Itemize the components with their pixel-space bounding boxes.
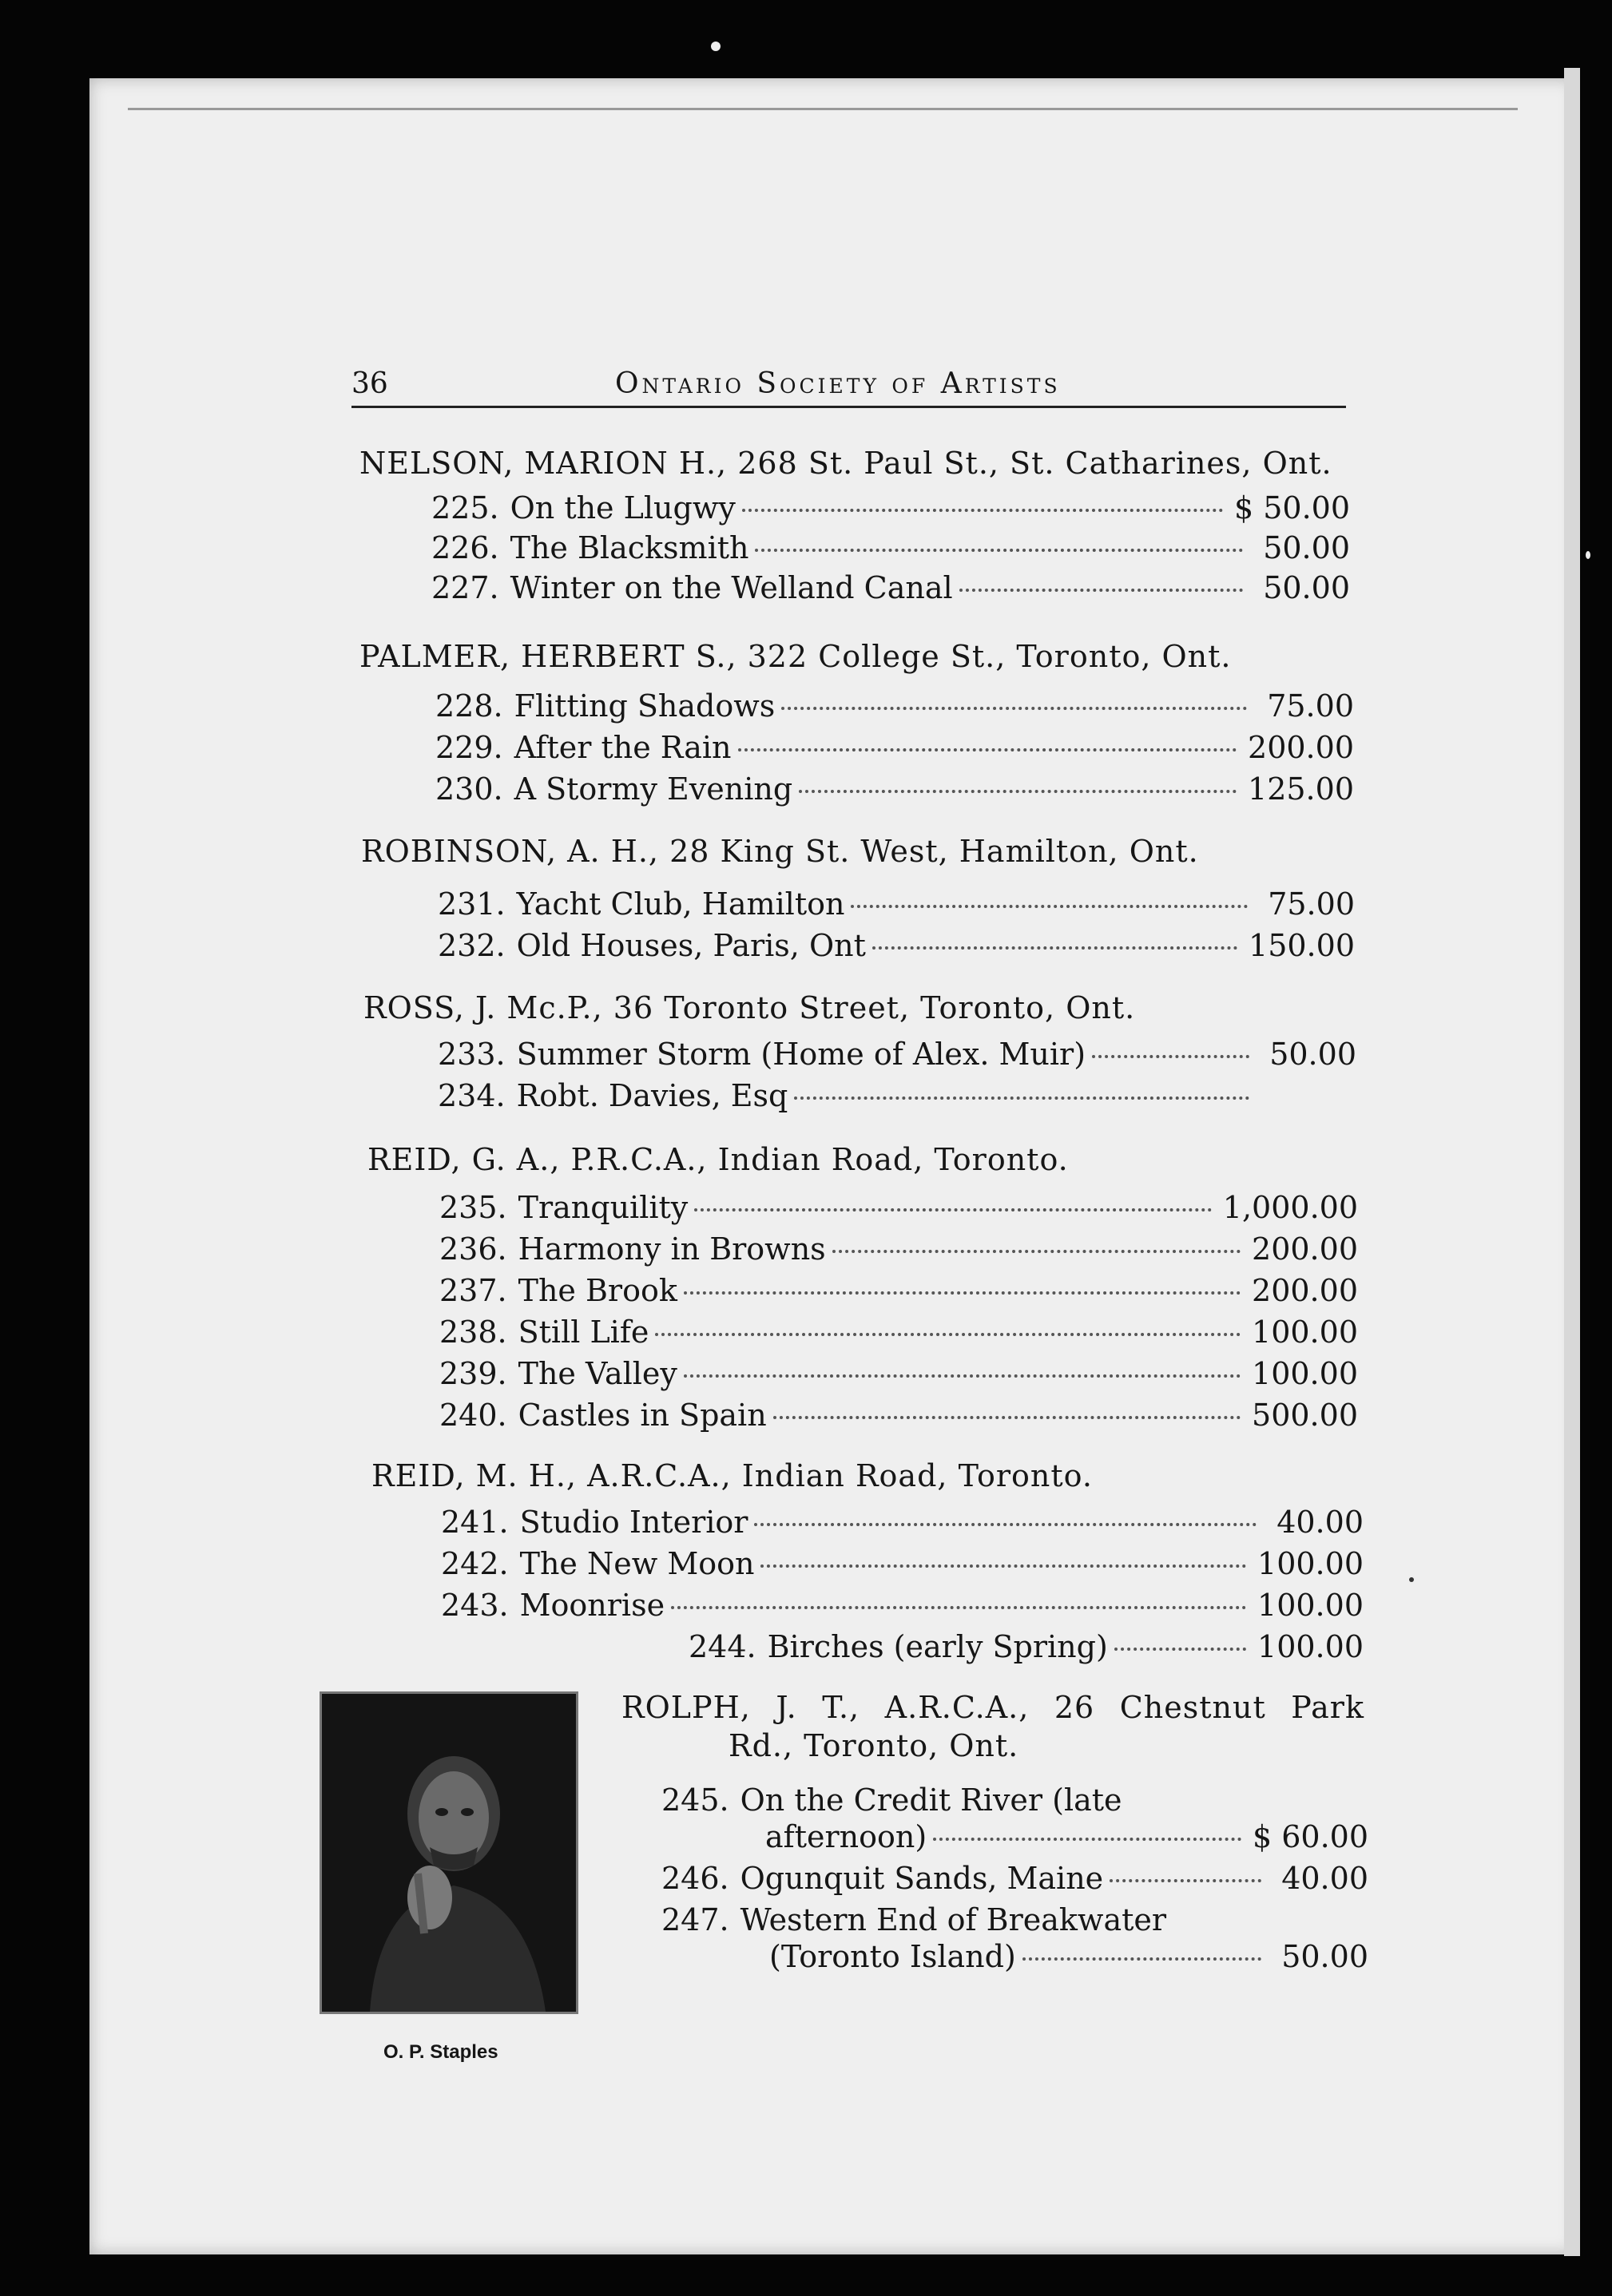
dot-leader <box>742 509 1223 512</box>
entry-price: 125.00 <box>1248 771 1354 807</box>
entry-price: 100.00 <box>1257 1546 1364 1581</box>
entry-price: 200.00 <box>1252 1231 1358 1267</box>
entry-number: 239. <box>439 1356 507 1391</box>
dot-leader <box>754 1523 1257 1526</box>
entry-price: 1,000.00 <box>1222 1190 1358 1225</box>
entry-title: Castles in Spain <box>518 1398 767 1433</box>
entry-price: 100.00 <box>1257 1588 1364 1623</box>
entry-title: The Valley <box>518 1356 677 1391</box>
catalogue-entry <box>439 1273 1358 1310</box>
scan-speck <box>1586 551 1590 559</box>
entry-title-continued: (Toronto Island) <box>769 1939 1016 1974</box>
entry-number: 237. <box>439 1273 507 1308</box>
dot-leader <box>1114 1648 1246 1651</box>
entry-number: 233. <box>438 1037 506 1072</box>
dot-leader <box>671 1606 1246 1609</box>
artist-heading: REID, M. H., A.R.C.A., Indian Road, Toronto. <box>371 1458 1093 1493</box>
entry-title-continued: afternoon) <box>765 1819 927 1854</box>
catalogue-entry <box>438 1078 1356 1115</box>
entry-price: 40.00 <box>1276 1505 1364 1540</box>
catalogue-entry <box>441 1588 1364 1624</box>
entry-price: 50.00 <box>1269 1037 1356 1072</box>
entry-title: Summer Storm (Home of Alex. Muir) <box>516 1037 1086 1072</box>
running-title: Ontario Society of Artists <box>615 367 1061 400</box>
dot-leader <box>832 1250 1241 1253</box>
entry-title: Robt. Davies, Esq <box>516 1078 788 1113</box>
entry-number: 236. <box>439 1231 507 1267</box>
entry-title: After the Rain <box>514 730 732 765</box>
dot-leader <box>1092 1055 1249 1058</box>
scan-speck <box>1409 1577 1414 1582</box>
dot-leader <box>760 1564 1246 1568</box>
catalogue-entry <box>438 928 1355 965</box>
entry-price: 150.00 <box>1249 928 1355 963</box>
artist-heading: ROSS, J. Mc.P., 36 Toronto Street, Toronto, Ont. <box>363 990 1136 1025</box>
catalogue-entry <box>435 771 1354 808</box>
entry-number: 238. <box>439 1315 507 1350</box>
entry-price: 50.00 <box>1281 1939 1368 1974</box>
artist-heading: NELSON, MARION H., 268 St. Paul St., St. Catharines, Ont. <box>359 446 1332 481</box>
catalogue-entry <box>438 886 1355 923</box>
catalogue-entry <box>431 570 1350 607</box>
entry-title: Old Houses, Paris, Ont <box>516 928 866 963</box>
catalogue-entry <box>661 1861 1368 1897</box>
entry-title: Ogunquit Sands, Maine <box>740 1861 1104 1896</box>
entry-title: Western End of Breakwater <box>740 1902 1167 1937</box>
entry-number: 245. <box>661 1782 729 1818</box>
entry-number: 243. <box>441 1588 509 1623</box>
dot-leader <box>959 589 1243 592</box>
catalogue-entry <box>435 730 1354 767</box>
entry-title: Winter on the Welland Canal <box>510 570 953 605</box>
catalogue-entry <box>441 1505 1364 1541</box>
artist-portrait-photo <box>320 1691 578 2014</box>
entry-title: Still Life <box>518 1315 649 1350</box>
dot-leader <box>738 748 1237 751</box>
artist-heading-continued: Rd., Toronto, Ont. <box>729 1728 1019 1763</box>
portrait-image <box>322 1694 576 2012</box>
dot-leader <box>755 549 1243 552</box>
entry-number: 234. <box>438 1078 506 1113</box>
entry-price: $ 50.00 <box>1233 490 1350 525</box>
running-header <box>351 367 1346 406</box>
page-edge <box>1564 68 1580 2256</box>
entry-price: 100.00 <box>1252 1315 1358 1350</box>
artist-heading: ROLPH, J. T., A.R.C.A., 26 Chestnut Park <box>621 1690 1364 1725</box>
dot-leader <box>1022 1957 1261 1961</box>
entry-price: 40.00 <box>1281 1861 1368 1896</box>
dot-leader <box>794 1096 1249 1100</box>
catalogue-entry <box>438 1037 1356 1073</box>
entry-number: 246. <box>661 1861 729 1896</box>
dot-leader <box>694 1208 1212 1211</box>
catalogue-entry <box>661 1902 1368 1976</box>
entry-title: A Stormy Evening <box>514 771 793 807</box>
photo-caption: O. P. Staples <box>383 2041 498 2063</box>
header-rule <box>351 406 1346 408</box>
catalogue-entry <box>661 1782 1368 1856</box>
entry-number: 229. <box>435 730 503 765</box>
entry-title: Flitting Shadows <box>514 688 776 724</box>
catalogue-entry <box>439 1315 1358 1351</box>
entry-title: The New Moon <box>519 1546 755 1581</box>
entry-price: 75.00 <box>1267 688 1354 724</box>
catalogue-entry <box>439 1356 1358 1393</box>
page-top-edge <box>128 108 1518 110</box>
dot-leader <box>799 790 1237 793</box>
entry-number: 227. <box>431 570 499 605</box>
scan-speck <box>711 42 721 51</box>
entry-title: Harmony in Browns <box>518 1231 826 1267</box>
entry-title: On the Llugwy <box>510 490 736 525</box>
catalogue-entry <box>439 1398 1358 1434</box>
entry-title: Studio Interior <box>519 1505 748 1540</box>
dot-leader <box>933 1838 1241 1841</box>
entry-number: 226. <box>431 530 499 565</box>
entry-title: Moonrise <box>519 1588 665 1623</box>
entry-price: 200.00 <box>1248 730 1354 765</box>
catalogue-entry <box>431 490 1350 527</box>
entry-title: Yacht Club, Hamilton <box>516 886 845 922</box>
dot-leader <box>781 707 1247 710</box>
entry-title: On the Credit River (late <box>740 1782 1122 1818</box>
artist-heading: ROBINSON, A. H., 28 King St. West, Hamilton, Ont. <box>361 834 1199 869</box>
entry-title: Birches (early Spring) <box>767 1629 1108 1664</box>
entry-number: 240. <box>439 1398 507 1433</box>
catalogue-entry <box>441 1546 1364 1583</box>
catalogue-entry <box>435 688 1354 725</box>
entry-title: The Brook <box>518 1273 677 1308</box>
dot-leader <box>684 1374 1241 1378</box>
dot-leader <box>684 1291 1241 1295</box>
entry-number: 231. <box>438 886 506 922</box>
entry-number: 230. <box>435 771 503 807</box>
entry-price: 200.00 <box>1252 1273 1358 1308</box>
entry-price: 50.00 <box>1263 530 1350 565</box>
entry-price: 100.00 <box>1257 1629 1364 1664</box>
dot-leader <box>773 1416 1241 1419</box>
entry-price: $ 60.00 <box>1252 1819 1368 1854</box>
entry-title: The Blacksmith <box>510 530 749 565</box>
entry-title: Tranquility <box>518 1190 689 1225</box>
entry-number: 241. <box>441 1505 509 1540</box>
catalogue-entry <box>431 530 1350 567</box>
catalogue-entry <box>689 1629 1364 1666</box>
dot-leader <box>655 1333 1241 1336</box>
dot-leader <box>1110 1879 1261 1882</box>
dot-leader <box>872 946 1237 950</box>
artist-heading: REID, G. A., P.R.C.A., Indian Road, Toronto. <box>367 1142 1069 1177</box>
entry-price: 50.00 <box>1263 570 1350 605</box>
artist-heading: PALMER, HERBERT S., 322 College St., Toronto, Ont. <box>359 639 1232 674</box>
catalogue-entry <box>439 1190 1358 1227</box>
page-number: 36 <box>351 367 388 400</box>
entry-number: 228. <box>435 688 503 724</box>
catalogue-entry <box>439 1231 1358 1268</box>
entry-number: 247. <box>661 1902 729 1937</box>
entry-price: 100.00 <box>1252 1356 1358 1391</box>
dot-leader <box>851 905 1248 908</box>
entry-number: 235. <box>439 1190 507 1225</box>
entry-number: 225. <box>431 490 499 525</box>
entry-price: 75.00 <box>1268 886 1355 922</box>
entry-price: 500.00 <box>1252 1398 1358 1433</box>
entry-number: 242. <box>441 1546 509 1581</box>
entry-number: 232. <box>438 928 506 963</box>
entry-number: 244. <box>689 1629 756 1664</box>
